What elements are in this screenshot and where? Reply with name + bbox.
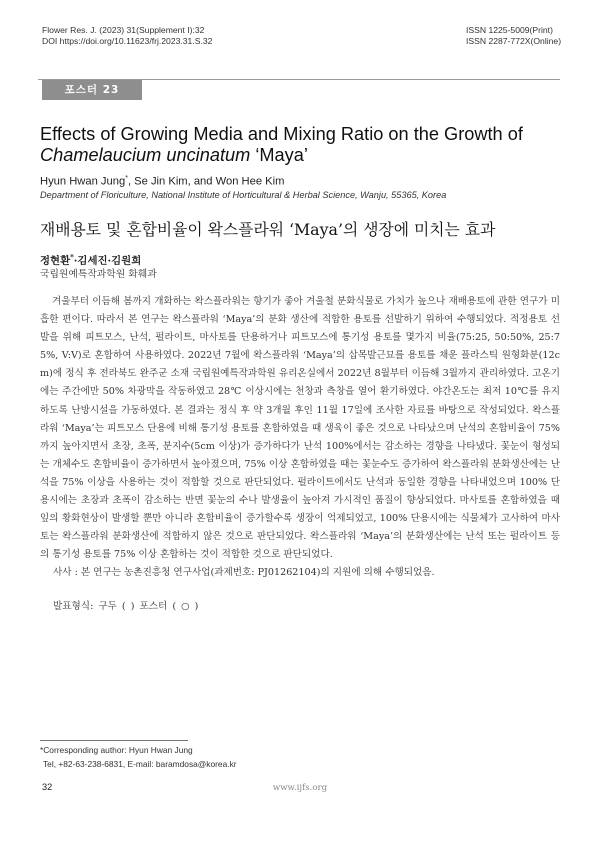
english-affiliation: Department of Floriculture, National Institute of Horticultural & Herbal Science, Wanju, 55365, Korea [40,190,447,200]
abstract-body: 겨울부터 이듬해 봄까지 개화하는 왁스플라워는 향기가 좋아 겨울철 분화식물로 가치가 높으나 재배용토에 관한 연구가 미흡한 편이다. 따라서 본 연구는 왁스플라워 ‘Maya’의 분화 생산에 적합한 용토를 선발하기 위하여 수행되었다. 적정용토 선발을 위해 피트모스, 난석, 펄라이트, 마사토를 단용하거나 피트모스에 통기성 용토를 몇가지 비율(75:25, 50:50%, 25:75%, V:V)로 혼합하여 사용하였다. 2022년 7월에 왁스플라워 ‘Maya’의 삽목발근묘를 용토를 채운 플라스틱 원형화분(12cm)에 정식 후 전라북도 완주군 소재 국립원예특작과학원 유리온실에서 2022년 8월부터 이듬해 3월까지 관리하였다. 고온기에는 주간에만 50% 차광막을 작동하였고 28℃ 이상시에는 천창과 측창을 열어 환기하였다. 야간온도는 최저 10℃를 유지하도록 난방시설을 가동하였다. 본 결과는 정식 후 약 3개월 후인 11월 17일에 조사한 자료를 바탕으로 작성되었다. 왁스플라워 ‘Maya’는 피트모스 단용에 비해 통기성 용토를 혼합하였을 때 생육이 좋은 것으로 나타났으며 난석의 혼합비율이 75%까지 높아지면서 초장, 초폭, 분지수(5cm 이상)가 증가하다가 난석 100%에서는 감소하는 경향을 나타냈다. 꽃눈이 형성되는 개체수도 혼합비율이 증가하면서 높아졌으며, 75% 이상 혼합하였을 때는 꽃눈수도 증가하여 왁스플라워 분화생산에는 난석을 75% 이상을 사용하는 것이 적합할 것으로 판단되었다. 펄라이트에서도 난석과 동일한 경향을 나타내었으며 100% 단용시에는 초장과 초폭이 감소하는 반면 꽃눈의 수나 발생율이 높아져 가시적인 품질이 향상되었다. 마사토를 혼합하였을 때 잎의 황화현상이 발생할 뿐만 아니라 혼합비율이 증가할수록 생장이 억제되었고, 100% 단용시에는 식물체가 고사하여 마사토는 왁스플라워 분화생산에 적합하지 않은 것으로 판단되었다. 왁스플라워 ‘Maya’의 분화생산에는 난석 또는 펄라이트 등의 통기성 용토를 75% 이상 혼합하는 것이 적합한 것으로 판단되었다. [40,296,560,561]
corresponding-mark: * [125,175,128,182]
presentation-format: 발표형식: 구두 ( ) 포스터 ( ○ ) [53,601,199,612]
doi-line[interactable]: DOI https://doi.org/10.11623/frj.2023.31.S.32 [42,36,213,46]
english-title-main: Effects of Growing Media and Mixing Ratio on the Growth of [40,124,523,144]
english-title [40,124,560,166]
korean-corresponding-mark: * [70,252,74,262]
corresponding-author-note: *Corresponding author: Hyun Hwan Jung [40,745,193,755]
page-number: 32 [42,782,53,792]
author-first: Hyun Hwan Jung [40,175,126,188]
issn-print: ISSN 1225-5009(Print) [466,25,553,35]
korean-title: 재배용토 및 혼합비율이 왁스플라워 ‘Maya’의 생장에 미치는 효과 [40,220,496,239]
poster-label: 포스터 23 [42,80,142,100]
journal-citation [42,25,212,47]
footnote-divider [40,740,188,741]
journal-line: Flower Res. J. (2023) 31(Supplement I):32 [42,25,205,35]
korean-author-rest: ·김세진·김원희 [73,255,142,267]
english-title-cultivar: ‘Maya’ [250,145,308,165]
contact-info: Tel, +82-63-238-6831, E-mail: baramdosa@korea.kr [43,759,237,769]
korean-authors [40,252,141,267]
english-authors [40,175,284,188]
korean-author-first: 정현환 [40,255,71,267]
english-title-species: Chamelaucium uncinatum [40,145,251,165]
issn-online: ISSN 2287-772X(Online) [466,36,562,46]
korean-affiliation: 국립원예특작과학원 화훼과 [40,269,157,280]
issn-block [466,25,561,47]
website-link[interactable]: www.ijfs.org [272,783,328,793]
author-rest: , Se Jin Kim, and Won Hee Kim [127,175,285,188]
acknowledgment: 사사 : 본 연구는 농촌진흥청 연구사업(과제번호: PJ01262104)의 지원에 의해 수행되었음. [53,567,435,578]
